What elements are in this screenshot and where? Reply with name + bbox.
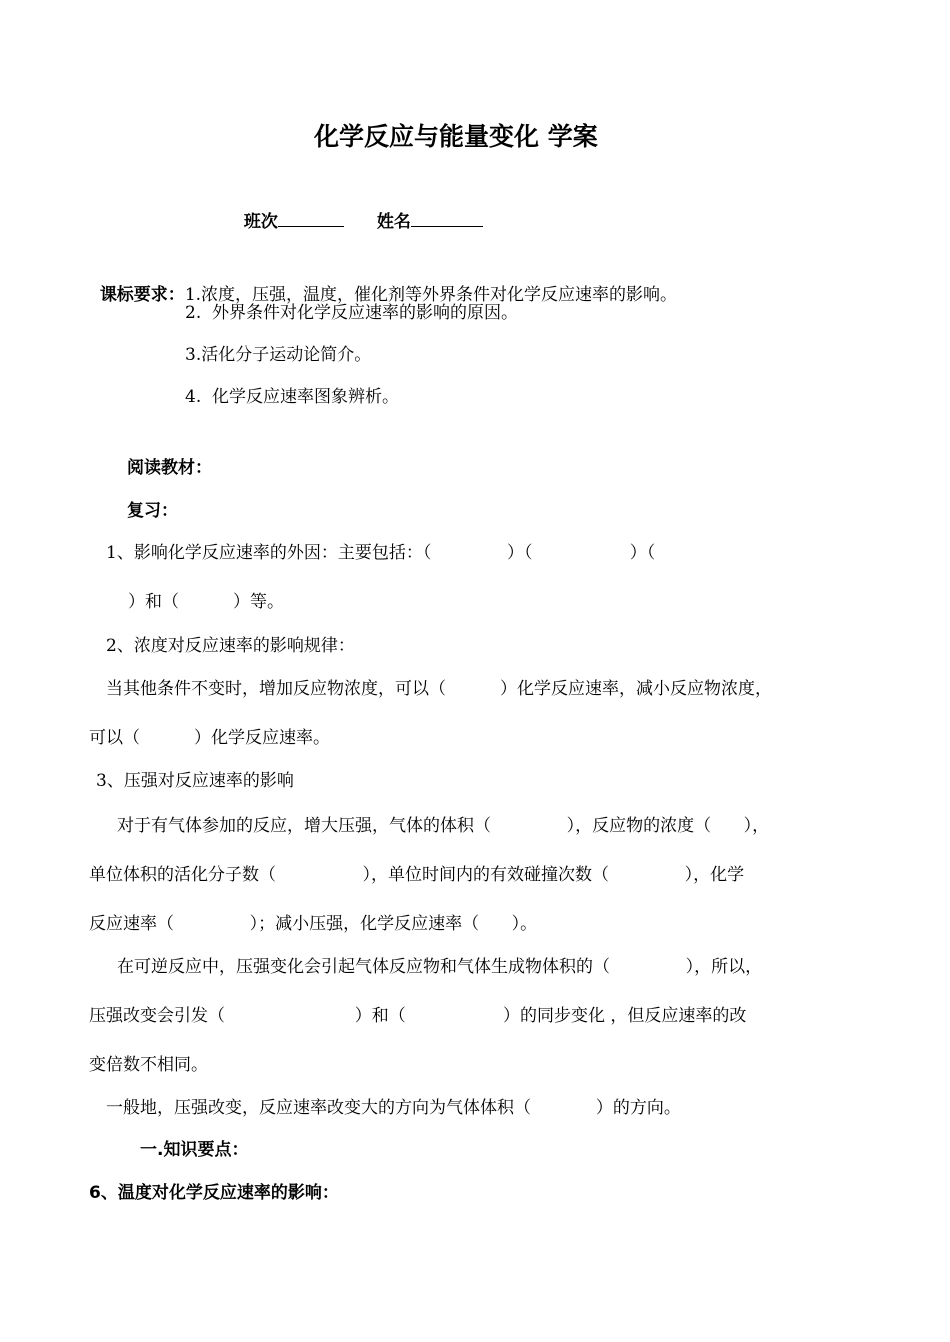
q3-heading: 3、压强对反应速率的影响 — [96, 771, 294, 791]
class-blank[interactable] — [278, 225, 344, 227]
reading-heading: 阅读教材： — [127, 458, 212, 478]
page-title: 化学反应与能量变化 学案 — [314, 122, 598, 151]
q2-heading: 2、浓度对反应速率的影响规律： — [106, 636, 355, 656]
curriculum-label: 课标要求： — [99, 285, 185, 305]
name-field — [365, 186, 483, 234]
q6-heading: 6、温度对化学反应速率的影响： — [89, 1183, 339, 1203]
knowledge-heading: 一.知识要点： — [140, 1140, 249, 1160]
q3-line2: 单位体积的活化分子数（ ），单位时间内的有效碰撞次数（ ），化学 — [89, 865, 745, 885]
q3-line5: 压强改变会引发（ ）和（ ）的同步变化 ，但反应速率的改 — [89, 1006, 747, 1026]
q2-line2: 可以（ ）化学反应速率。 — [89, 728, 331, 748]
q3-line3: 反应速率（ ）；减小压强，化学反应速率（ ）。 — [89, 914, 538, 934]
q3-line4: 在可逆反应中，压强变化会引起气体反应物和气体生成物体积的（ ），所以， — [117, 957, 763, 977]
q3-line6: 变倍数不相同。 — [89, 1055, 208, 1075]
q3-line7: 一般地，压强改变，反应速率改变大的方向为气体体积（ ）的方向。 — [106, 1098, 681, 1118]
curriculum-item-3: 3.活化分子运动论简介。 — [185, 345, 372, 365]
q1-line2: ）和（ ）等。 — [128, 592, 285, 612]
curriculum-item-1 — [89, 259, 677, 307]
q2-line1: 当其他条件不变时，增加反应物浓度，可以（ ）化学反应速率，减小反应物浓度， — [106, 679, 773, 699]
curriculum-item-text: 1.浓度，压强，温度，催化剂等外界条件对化学反应速率的影响。 — [184, 285, 678, 305]
q3-line1: 对于有气体参加的反应，增大压强，气体的体积（ ），反应物的浓度（ ）， — [117, 816, 770, 836]
name-label: 姓名 — [376, 212, 411, 232]
class-field — [232, 186, 344, 234]
curriculum-item-4: 4. 化学反应速率图象辨析。 — [185, 387, 400, 407]
name-blank[interactable] — [411, 225, 483, 227]
review-heading: 复习： — [127, 501, 178, 521]
class-label: 班次 — [243, 212, 278, 232]
q1-line1: 1、影响化学反应速率的外因：主要包括：（ ）（ ）（ — [106, 543, 656, 563]
curriculum-item-2: 2. 外界条件对化学反应速率的影响的原因。 — [185, 303, 519, 323]
